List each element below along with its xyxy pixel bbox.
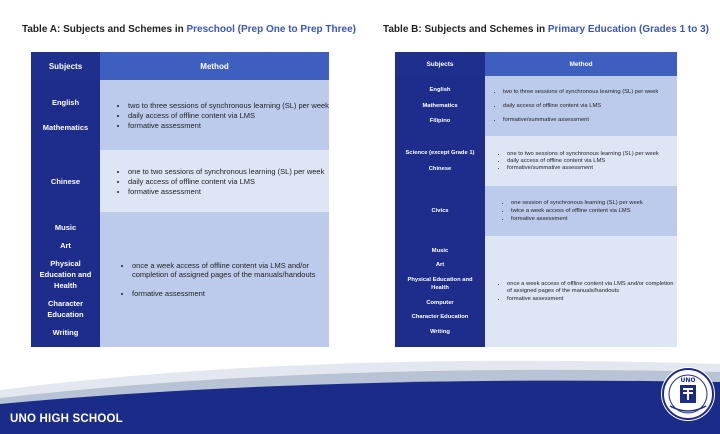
- table-b-title: [383, 24, 709, 35]
- method-item: • formative/summative assessment: [507, 165, 677, 172]
- table-b-row: [395, 236, 677, 347]
- subject-label: Art: [435, 262, 445, 269]
- subject-label: Music: [54, 222, 77, 232]
- subject-label: Character Education: [411, 314, 469, 321]
- svg-text:UNO: UNO: [680, 377, 696, 384]
- table-b-row-methods: [485, 136, 677, 186]
- subject-label: Chinese: [428, 166, 452, 172]
- method-item: • two to three sessions of synchronous learning (SL) per week: [128, 101, 329, 110]
- table-a-title-highlight: Preschool: [186, 24, 235, 35]
- subject-label: English: [429, 87, 451, 94]
- method-item: • formative/summative assessment: [503, 117, 677, 124]
- table-a-row-methods: [100, 212, 329, 347]
- table-a-row: [31, 212, 329, 347]
- subject-label: Mathematics: [42, 123, 89, 132]
- subject-label: Music: [431, 247, 449, 254]
- table-a: [31, 52, 329, 347]
- table-b-row: [395, 76, 677, 136]
- subject-label: Art: [60, 240, 71, 250]
- method-item: • daily access of offline content via LMS: [128, 177, 329, 186]
- table-b-row-methods: [485, 236, 677, 347]
- table-a-header-method: Method: [100, 52, 329, 80]
- table-b-row: [395, 136, 677, 186]
- table-b-row-subjects: [395, 186, 485, 236]
- table-a-title-paren: (Prep One to Prep Three): [234, 24, 356, 35]
- school-name: UNO HIGH SCHOOL: [10, 413, 123, 425]
- method-item: • one session of synchronous learning (SL) per week: [511, 200, 677, 207]
- method-item: • formative assessment: [511, 216, 677, 223]
- table-b-row-subjects: [395, 76, 485, 136]
- table-a-row: [31, 80, 329, 150]
- method-item: • daily access of offline content via LMS: [507, 158, 677, 165]
- table-a-row: [31, 150, 329, 212]
- method-item: • once a week access of offline content via LMS and/or completion of assigned pages of the manuals/handouts: [507, 281, 677, 295]
- table-a-row-subjects: [31, 80, 100, 150]
- table-a-title: [22, 24, 356, 35]
- table-a-row-subjects: [31, 150, 100, 212]
- method-item: • formative assessment: [507, 296, 677, 303]
- table-b-row-methods: [485, 186, 677, 236]
- table-b: [395, 52, 677, 347]
- method-item: • daily access of offline content via LMS: [503, 103, 677, 110]
- table-b-row: [395, 186, 677, 236]
- subject-label: Civics: [431, 207, 449, 214]
- subject-label: Physical Education and Health: [39, 258, 92, 290]
- table-b-header-subjects: Subjects: [395, 52, 485, 76]
- table-b-header-method: Method: [485, 52, 677, 76]
- method-item: • formative assessment: [128, 187, 329, 196]
- subject-label: Filipino: [429, 118, 451, 125]
- table-b-title-prefix: Table B: Subjects and Schemes in: [383, 24, 548, 35]
- subject-label: Computer: [426, 299, 454, 306]
- table-b-row-subjects: [395, 136, 485, 186]
- subject-label: Chinese: [50, 176, 81, 186]
- subject-label: English: [51, 98, 80, 107]
- subject-label: Science (except Grade 1): [405, 149, 475, 156]
- subject-label: Writing: [430, 328, 450, 335]
- school-seal-icon: [660, 366, 716, 422]
- method-item: • formative assessment: [128, 121, 329, 130]
- subject-label: Mathematics: [422, 102, 458, 109]
- table-b-row-subjects: [395, 236, 485, 347]
- method-item: • once a week access of offline content via LMS and/or completion of assigned pages of the manuals/handouts: [132, 261, 329, 279]
- subject-label: Writing: [52, 327, 79, 337]
- table-a-row-methods: [100, 150, 329, 212]
- subject-label: Character Education: [47, 298, 84, 319]
- method-item: • daily access of offline content via LMS: [128, 111, 329, 120]
- subject-label: Physical Education and Health: [407, 276, 473, 292]
- table-a-row-subjects: [31, 212, 100, 347]
- method-item: • one to two sessions of synchronous learning (SL) per week: [507, 151, 677, 158]
- table-a-header-subjects: Subjects: [31, 52, 100, 80]
- table-a-title-prefix: Table A: Subjects and Schemes in: [22, 24, 187, 35]
- table-b-row-methods: [485, 76, 677, 136]
- method-item: • twice a week access of offline content via LMS: [511, 208, 677, 215]
- method-item: • one to two sessions of synchronous learning (SL) per week: [128, 167, 329, 176]
- table-b-title-highlight: Primary Education: [547, 24, 637, 35]
- method-item: • formative assessment: [132, 289, 329, 298]
- table-b-title-paren: (Grades 1 to 3): [636, 24, 710, 35]
- method-item: • two to three sessions of synchronous learning (SL) per week: [503, 89, 677, 96]
- table-a-row-methods: [100, 80, 329, 150]
